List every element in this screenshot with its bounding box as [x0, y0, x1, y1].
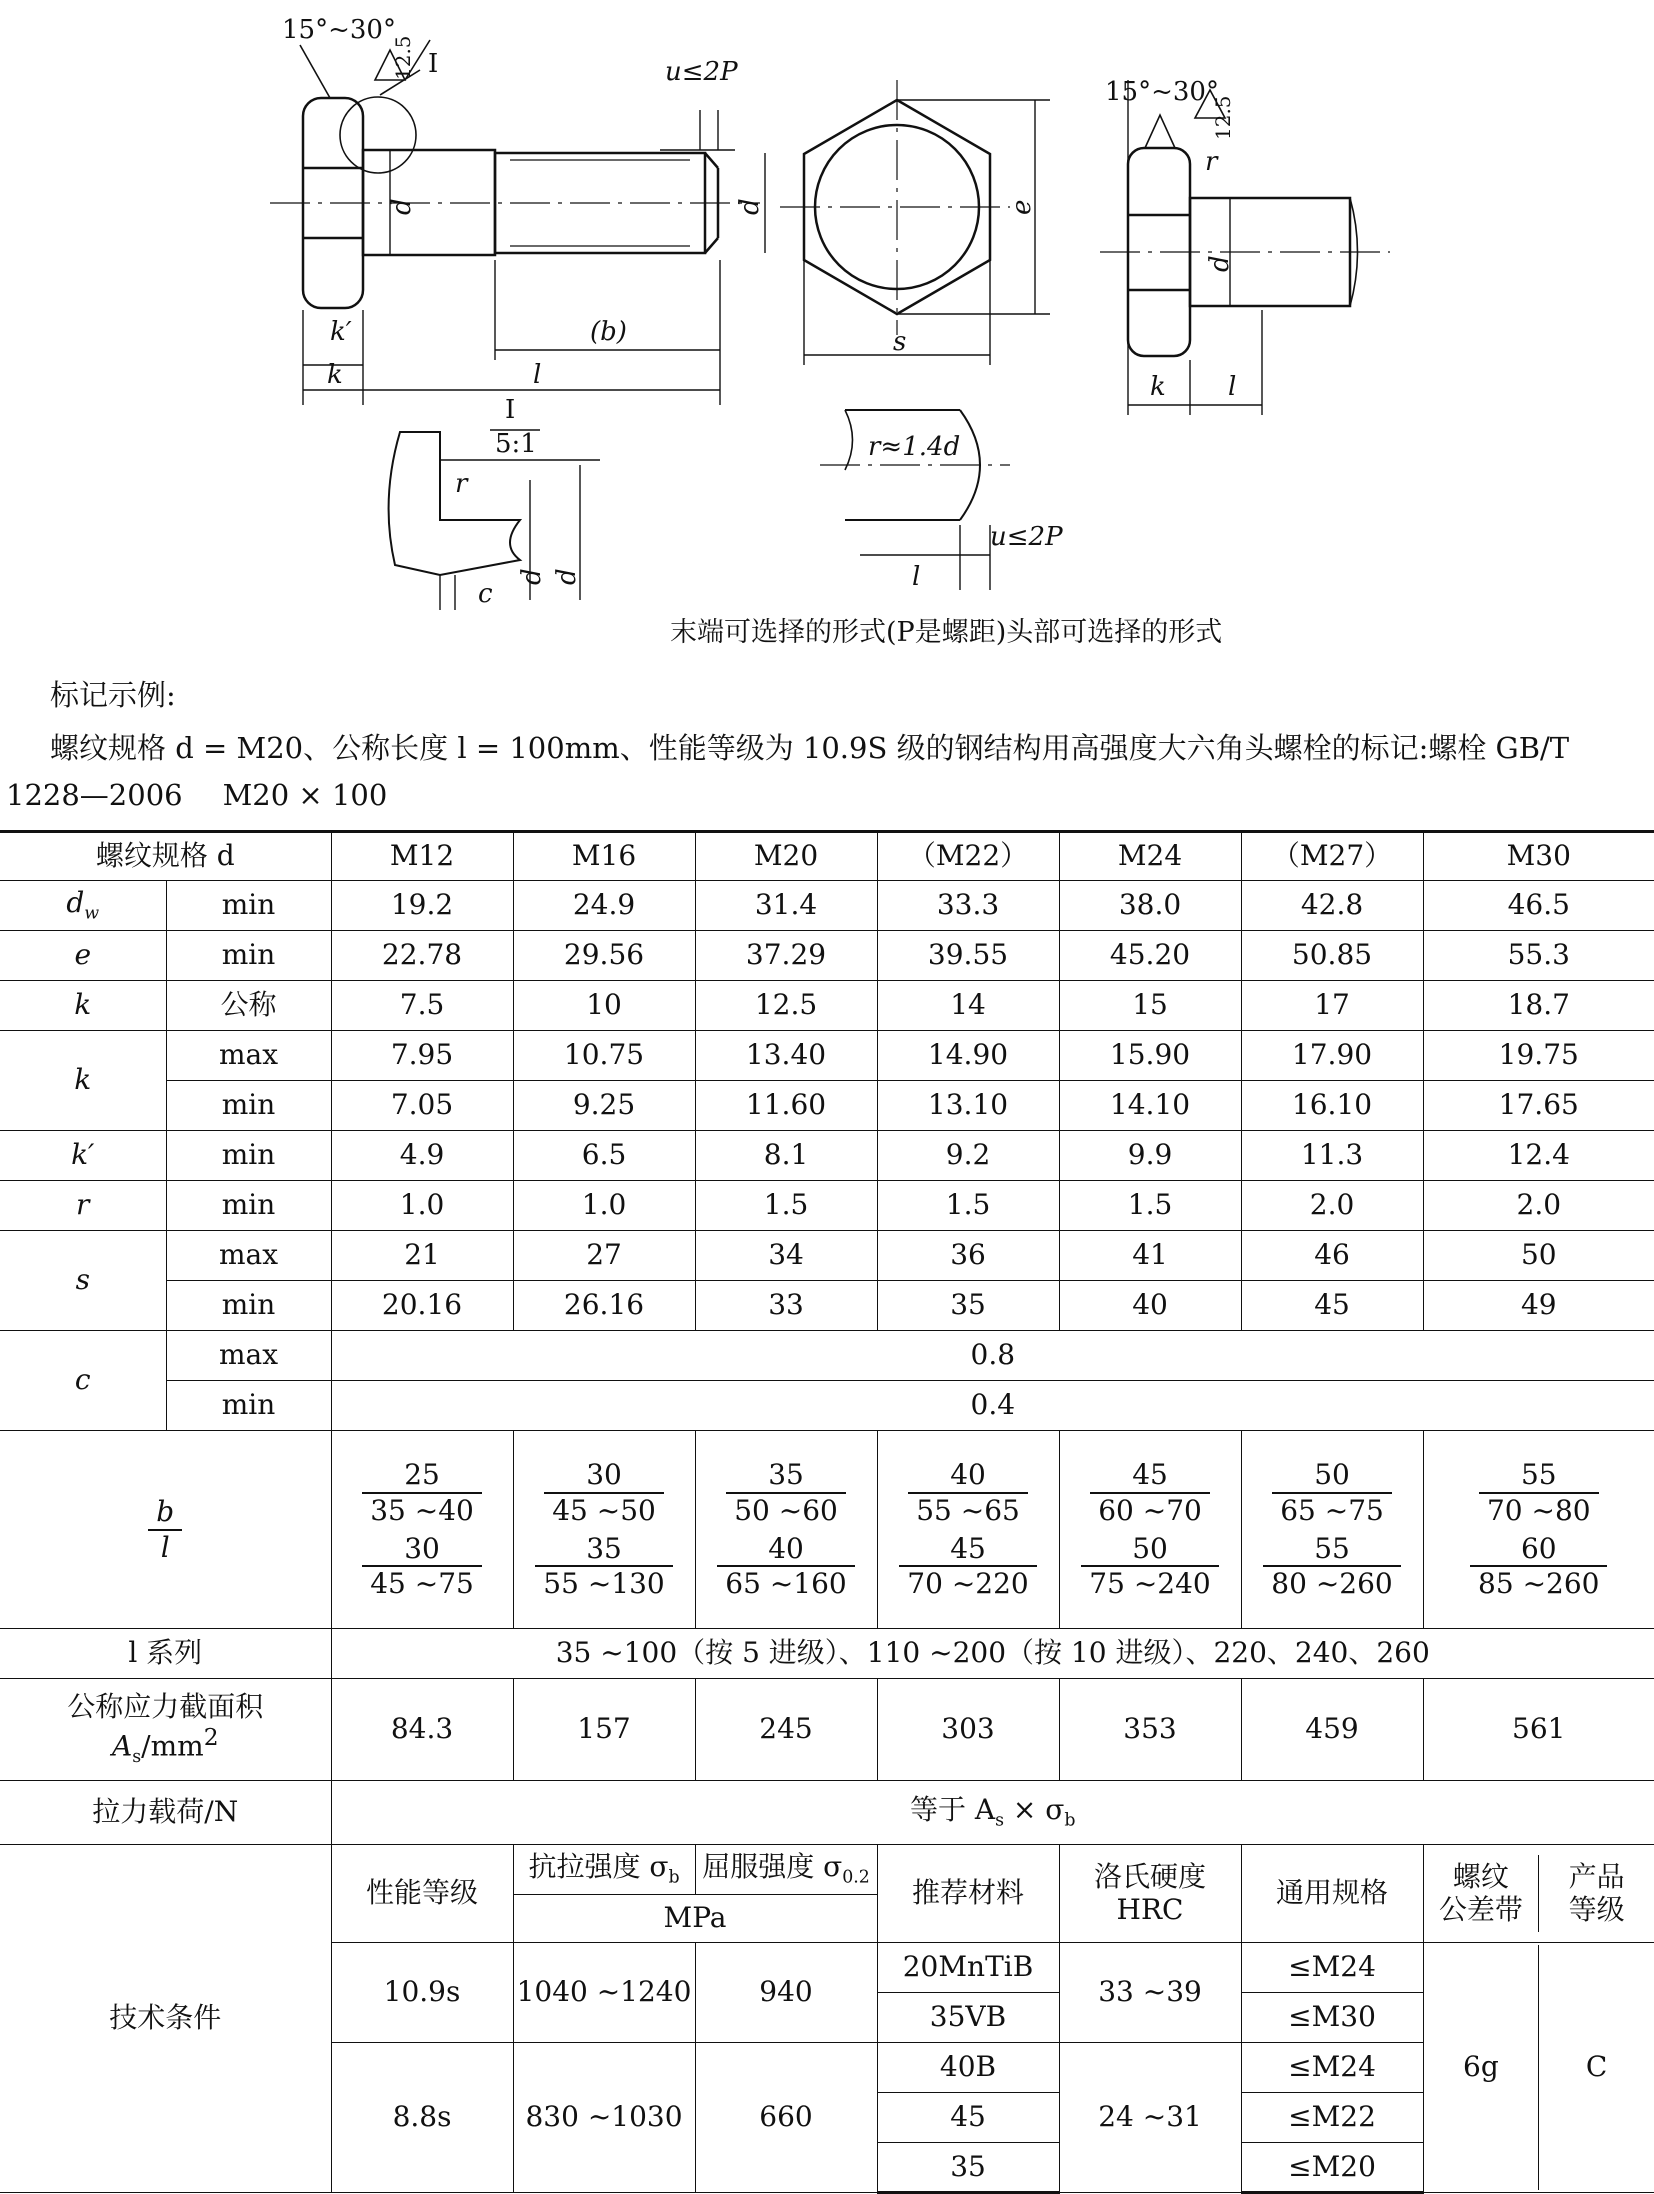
value-cell: 42.8	[1241, 881, 1423, 931]
svg-text:12.5: 12.5	[391, 35, 415, 80]
value-cell: 561	[1423, 1679, 1654, 1781]
svg-text:l: l	[1228, 372, 1237, 402]
bolt-side-view	[270, 40, 765, 405]
spec-cell: ≤M24	[1241, 1943, 1423, 1993]
param-symbol: s	[0, 1231, 166, 1331]
material-cell: 35VB	[877, 1993, 1059, 2043]
value-cell: 11.60	[695, 1081, 877, 1131]
thread-size-label: 螺纹规格 d	[0, 832, 331, 881]
svg-text:d: d	[735, 198, 765, 215]
value-cell: 17.65	[1423, 1081, 1654, 1131]
b-l-cell: $\frac{25}{35 \sim 40}$ $\frac{30}{45 \sim 75}$	[331, 1431, 513, 1629]
size-cell: M12	[331, 832, 513, 881]
value-cell: 50	[1423, 1231, 1654, 1281]
value-cell: 35	[877, 1281, 1059, 1331]
svg-text:I: I	[505, 395, 516, 425]
value-cell: 1.0	[331, 1181, 513, 1231]
marking-example-code	[6, 778, 387, 812]
b-over-l-label: $\frac{b}{l}$	[0, 1431, 331, 1629]
value-cell: 34	[695, 1231, 877, 1281]
yield-cell: 940	[695, 1943, 877, 2043]
value-cell: 0.8	[331, 1331, 1654, 1381]
svg-text:l: l	[912, 562, 921, 592]
value-cell: 15	[1059, 981, 1241, 1031]
spec-table	[0, 830, 1654, 2194]
header-row	[0, 832, 1654, 881]
spec-cell: ≤M20	[1241, 2143, 1423, 2193]
value-cell: 303	[877, 1679, 1059, 1781]
param-symbol: k	[0, 1031, 166, 1131]
value-cell: 21	[331, 1231, 513, 1281]
tensile-load-label: 拉力载荷/N	[0, 1781, 331, 1845]
row-k-prime	[0, 1131, 1654, 1181]
standard-number: 1228—2006	[6, 778, 183, 812]
grade-cell: 10.9s	[331, 1943, 513, 2043]
value-cell: 49	[1423, 1281, 1654, 1331]
value-cell: 33.3	[877, 881, 1059, 931]
material-cell: 35	[877, 2143, 1059, 2193]
value-cell: 1.0	[513, 1181, 695, 1231]
value-cell: 10.75	[513, 1031, 695, 1081]
row-c-max	[0, 1331, 1654, 1381]
value-cell: 8.1	[695, 1131, 877, 1181]
value-cell: 6.5	[513, 1131, 695, 1181]
param-symbol: c	[0, 1331, 166, 1431]
svg-text:(b): (b)	[590, 317, 627, 347]
svg-text:I: I	[428, 49, 439, 79]
param-kind: min	[166, 1281, 331, 1331]
param-symbol: k′	[0, 1131, 166, 1181]
value-cell: 46.5	[1423, 881, 1654, 931]
tensile-cell: 830 ~1030	[513, 2043, 695, 2193]
value-cell: 12.4	[1423, 1131, 1654, 1181]
value-cell: 14.10	[1059, 1081, 1241, 1131]
tensile-load-value: 等于 $A_s \times \sigma_b$	[331, 1781, 1654, 1845]
spec-cell: ≤M22	[1241, 2093, 1423, 2143]
param-kind: min	[166, 1131, 331, 1181]
unit-header: MPa	[513, 1895, 877, 1943]
thread-product-header: 螺纹 公差带 产品 等级	[1423, 1845, 1654, 1943]
hardness-cell: 24 ~31	[1059, 2043, 1241, 2193]
svg-text:r: r	[455, 469, 468, 499]
bolt-drawing	[0, 0, 1654, 660]
l-series-label: l 系列	[0, 1629, 331, 1679]
value-cell: 13.40	[695, 1031, 877, 1081]
row-k-max	[0, 1031, 1654, 1081]
row-l-series	[0, 1629, 1654, 1679]
bolt-designation: M20 × 100	[222, 778, 388, 812]
svg-text:e: e	[1007, 199, 1037, 215]
value-cell: 50.85	[1241, 931, 1423, 981]
param-kind: min	[166, 1181, 331, 1231]
value-cell: 40	[1059, 1281, 1241, 1331]
tech-header-row-1	[0, 1845, 1654, 1895]
value-cell: 7.95	[331, 1031, 513, 1081]
row-dw	[0, 881, 1654, 931]
value-cell: 19.75	[1423, 1031, 1654, 1081]
b-l-cell: $\frac{35}{50 \sim 60}$ $\frac{40}{65 \sim 160}$	[695, 1431, 877, 1629]
value-cell: 9.25	[513, 1081, 695, 1131]
b-l-cell: $\frac{30}{45 \sim 50}$ $\frac{35}{55 \sim 130}$	[513, 1431, 695, 1629]
param-kind: min	[166, 1081, 331, 1131]
tensile-header: 抗拉强度 $\sigma_b$	[513, 1845, 695, 1895]
svg-text:u≤2P: u≤2P	[665, 57, 738, 87]
l-series-value: 35 ~100（按 5 进级）、110 ~200（按 10 进级）、220、240、260	[331, 1629, 1654, 1679]
svg-text:k: k	[327, 360, 343, 390]
value-cell: 29.56	[513, 931, 695, 981]
value-cell: 26.16	[513, 1281, 695, 1331]
row-e	[0, 931, 1654, 981]
alternate-head-view	[1100, 80, 1390, 415]
value-cell: 14	[877, 981, 1059, 1031]
svg-text:15°~30°: 15°~30°	[282, 15, 396, 45]
row-k-min	[0, 1081, 1654, 1131]
svg-text:r: r	[1205, 147, 1218, 177]
size-cell: M24	[1059, 832, 1241, 881]
marking-example-text: 螺纹规格 d = M20、公称长度 l = 100mm、性能等级为 10.9S 级的钢结构用高强度大六角头螺栓的标记:螺栓 GB/T	[50, 731, 1570, 765]
size-cell: M20	[695, 832, 877, 881]
value-cell: 245	[695, 1679, 877, 1781]
yield-header: 屈服强度 $\sigma_{0.2}$	[695, 1845, 877, 1895]
size-cell: （M22）	[877, 832, 1059, 881]
material-cell: 40B	[877, 2043, 1059, 2093]
hex-end-view	[780, 80, 1050, 365]
value-cell: 46	[1241, 1231, 1423, 1281]
b-l-cell: $\frac{50}{65 \sim 75}$ $\frac{55}{80 \sim 260}$	[1241, 1431, 1423, 1629]
grade-header: 性能等级	[331, 1845, 513, 1943]
svg-text:k′: k′	[330, 317, 352, 347]
value-cell: 18.7	[1423, 981, 1654, 1031]
param-kind: min	[166, 881, 331, 931]
param-symbol: r	[0, 1181, 166, 1231]
value-cell: 24.9	[513, 881, 695, 931]
param-symbol: $d_w$	[0, 881, 166, 931]
value-cell: 1.5	[695, 1181, 877, 1231]
value-cell: 45.20	[1059, 931, 1241, 981]
value-cell: 36	[877, 1231, 1059, 1281]
param-symbol: e	[0, 931, 166, 981]
material-cell: 20MnTiB	[877, 1943, 1059, 1993]
stress-area-label: 公称应力截面积 $A_s/mm^2$	[0, 1679, 331, 1781]
svg-text:12.5: 12.5	[1211, 95, 1235, 140]
grade-cell: 8.8s	[331, 2043, 513, 2193]
value-cell: 11.3	[1241, 1131, 1423, 1181]
size-cell: （M27）	[1241, 832, 1423, 881]
svg-text:d: d	[1205, 255, 1235, 272]
value-cell: 15.90	[1059, 1031, 1241, 1081]
param-kind: 公称	[166, 981, 331, 1031]
param-kind: max	[166, 1231, 331, 1281]
size-cell: M16	[513, 832, 695, 881]
spec-cell: ≤M24	[1241, 2043, 1423, 2093]
value-cell: 22.78	[331, 931, 513, 981]
b-l-cell: $\frac{45}{60 \sim 70}$ $\frac{50}{75 \sim 240}$	[1059, 1431, 1241, 1629]
row-stress-area	[0, 1679, 1654, 1781]
row-s-min	[0, 1281, 1654, 1331]
value-cell: 459	[1241, 1679, 1423, 1781]
value-cell: 4.9	[331, 1131, 513, 1181]
row-c-min	[0, 1381, 1654, 1431]
value-cell: 2.0	[1423, 1181, 1654, 1231]
value-cell: 9.2	[877, 1131, 1059, 1181]
value-cell: 16.10	[1241, 1081, 1423, 1131]
value-cell: 0.4	[331, 1381, 1654, 1431]
value-cell: 31.4	[695, 881, 877, 931]
value-cell: 2.0	[1241, 1181, 1423, 1231]
b-l-cell: $\frac{55}{70 \sim 80}$ $\frac{60}{85 \sim 260}$	[1423, 1431, 1654, 1629]
row-b-l	[0, 1431, 1654, 1629]
value-cell: 12.5	[695, 981, 877, 1031]
value-cell: 27	[513, 1231, 695, 1281]
yield-cell: 660	[695, 2043, 877, 2193]
value-cell: 14.90	[877, 1031, 1059, 1081]
hardness-cell: 33 ~39	[1059, 1943, 1241, 2043]
value-cell: 1.5	[877, 1181, 1059, 1231]
hardness-header: 洛氏硬度 HRC	[1059, 1845, 1241, 1943]
value-cell: 45	[1241, 1281, 1423, 1331]
value-cell: 41	[1059, 1231, 1241, 1281]
svg-text:r≈1.4d: r≈1.4d	[868, 432, 961, 462]
spec-cell: ≤M30	[1241, 1993, 1423, 2043]
param-kind: min	[166, 1381, 331, 1431]
svg-text:k: k	[1150, 372, 1166, 402]
row-tensile-load	[0, 1781, 1654, 1845]
value-cell: 7.5	[331, 981, 513, 1031]
figure-caption: 末端可选择的形式(P是螺距)头部可选择的形式	[670, 617, 1223, 648]
row-r	[0, 1181, 1654, 1231]
svg-text:15°~30°: 15°~30°	[1105, 77, 1219, 107]
svg-text:d: d	[517, 568, 547, 585]
value-cell: 20.16	[331, 1281, 513, 1331]
svg-text:c: c	[478, 579, 493, 609]
row-k-nominal	[0, 981, 1654, 1031]
param-symbol: k	[0, 981, 166, 1031]
svg-text:5:1: 5:1	[495, 429, 537, 459]
svg-text:u≤2P: u≤2P	[990, 522, 1063, 552]
b-l-cell: $\frac{40}{55 \sim 65}$ $\frac{45}{70 \sim 220}$	[877, 1431, 1059, 1629]
svg-text:s: s	[893, 327, 907, 357]
value-cell: 17.90	[1241, 1031, 1423, 1081]
svg-text:l: l	[533, 360, 542, 390]
value-cell: 55.3	[1423, 931, 1654, 981]
value-cell: 84.3	[331, 1679, 513, 1781]
size-cell: M30	[1423, 832, 1654, 881]
svg-text:d: d	[552, 568, 582, 585]
marking-example-heading: 标记示例:	[50, 678, 176, 712]
thread-product-cell: 6g C	[1423, 1943, 1654, 2193]
material-cell: 45	[877, 2093, 1059, 2143]
value-cell: 9.9	[1059, 1131, 1241, 1181]
tensile-cell: 1040 ~1240	[513, 1943, 695, 2043]
param-kind: max	[166, 1031, 331, 1081]
value-cell: 17	[1241, 981, 1423, 1031]
value-cell: 353	[1059, 1679, 1241, 1781]
value-cell: 37.29	[695, 931, 877, 981]
value-cell: 7.05	[331, 1081, 513, 1131]
value-cell: 1.5	[1059, 1181, 1241, 1231]
value-cell: 33	[695, 1281, 877, 1331]
value-cell: 19.2	[331, 881, 513, 931]
value-cell: 157	[513, 1679, 695, 1781]
value-cell: 13.10	[877, 1081, 1059, 1131]
value-cell: 10	[513, 981, 695, 1031]
row-s-max	[0, 1231, 1654, 1281]
value-cell: 39.55	[877, 931, 1059, 981]
spec-header: 通用规格	[1241, 1845, 1423, 1943]
param-kind: max	[166, 1331, 331, 1381]
svg-text:d: d	[387, 198, 417, 215]
param-kind: min	[166, 931, 331, 981]
value-cell: 38.0	[1059, 881, 1241, 931]
material-header: 推荐材料	[877, 1845, 1059, 1943]
tech-conditions-label: 技术条件	[0, 1845, 331, 2193]
